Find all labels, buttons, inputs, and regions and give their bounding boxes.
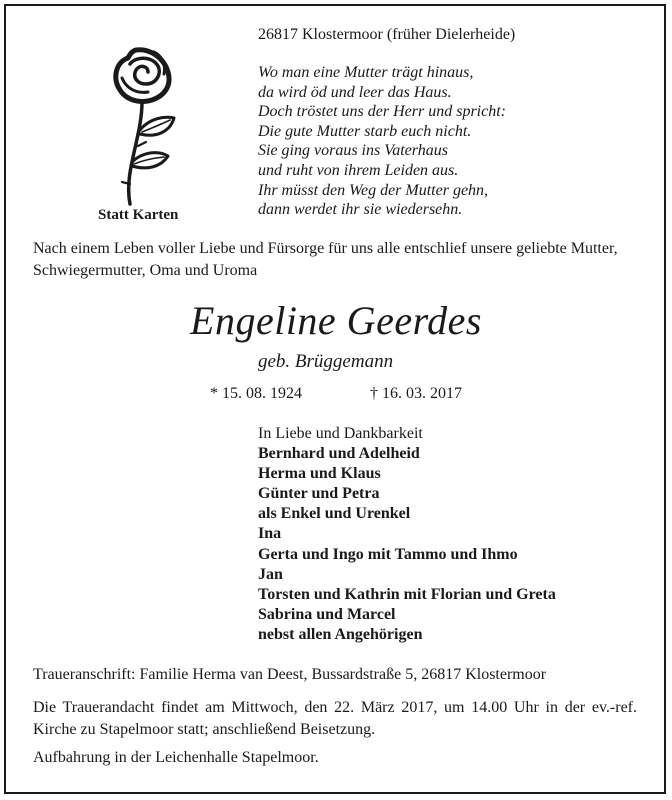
mourner-line: Herma und Klaus — [258, 465, 381, 483]
poem-line: Doch tröstet uns der Herr und spricht: — [258, 103, 506, 121]
service-info: Die Trauerandacht findet am Mittwoch, den 22. März 2017, um 14.00 Uhr in der ev.-ref. Kirche zu Stapelmoor statt; anschließend Beisetzung. — [33, 699, 637, 738]
mourner-line: nebst allen Angehörigen — [258, 625, 423, 643]
poem-line: Sie ging voraus ins Vaterhaus — [258, 142, 448, 160]
death-date: † 16. 03. 2017 — [370, 385, 462, 402]
place-line: 26817 Klostermoor (früher Dielerheide) — [258, 26, 516, 43]
mourner-line: Bernhard und Adelheid — [258, 445, 420, 463]
mourners-list — [258, 424, 556, 645]
poem-line: Die gute Mutter starb euch nicht. — [258, 122, 472, 140]
deceased-name: Engeline Geerdes — [190, 298, 482, 343]
poem — [258, 63, 506, 220]
statt-karten-label: Statt Karten — [98, 207, 179, 223]
birth-date: * 15. 08. 1924 — [210, 385, 302, 402]
mourner-line: als Enkel und Urenkel — [258, 505, 411, 523]
mourner-line: Torsten und Kathrin mit Florian und Greta — [258, 585, 556, 603]
mourner-line: Gerta und Ingo mit Tammo und Ihmo — [258, 545, 518, 563]
mourner-line: Günter und Petra — [258, 485, 380, 503]
mourners-intro: In Liebe und Dankbarkeit — [258, 425, 423, 442]
poem-line: Ihr müsst den Weg der Mutter gehn, — [258, 181, 489, 199]
rose-icon — [106, 38, 202, 208]
laying-out-info: Aufbahrung in der Leichenhalle Stapelmoor. — [33, 749, 319, 766]
intro-text: Nach einem Leben voller Liebe und Fürsorge für uns alle entschlief unsere geliebte Mutter, Schwiegermutter, Oma und Uroma — [33, 240, 618, 279]
mourner-line: Jan — [258, 565, 283, 583]
mourner-line: Ina — [258, 525, 282, 543]
mourner-line: Sabrina und Marcel — [258, 605, 396, 623]
poem-line: dann werdet ihr sie wiedersehn. — [258, 201, 463, 219]
poem-line: Wo man eine Mutter trägt hinaus, — [258, 64, 474, 81]
poem-line: und ruht von ihrem Leiden aus. — [258, 161, 459, 179]
maiden-name: geb. Brüggemann — [258, 351, 394, 372]
poem-line: da wird öd und leer das Haus. — [258, 83, 452, 101]
mourning-address: Traueranschrift: Familie Herma van Deest, Bussardstraße 5, 26817 Klostermoor — [33, 666, 547, 683]
